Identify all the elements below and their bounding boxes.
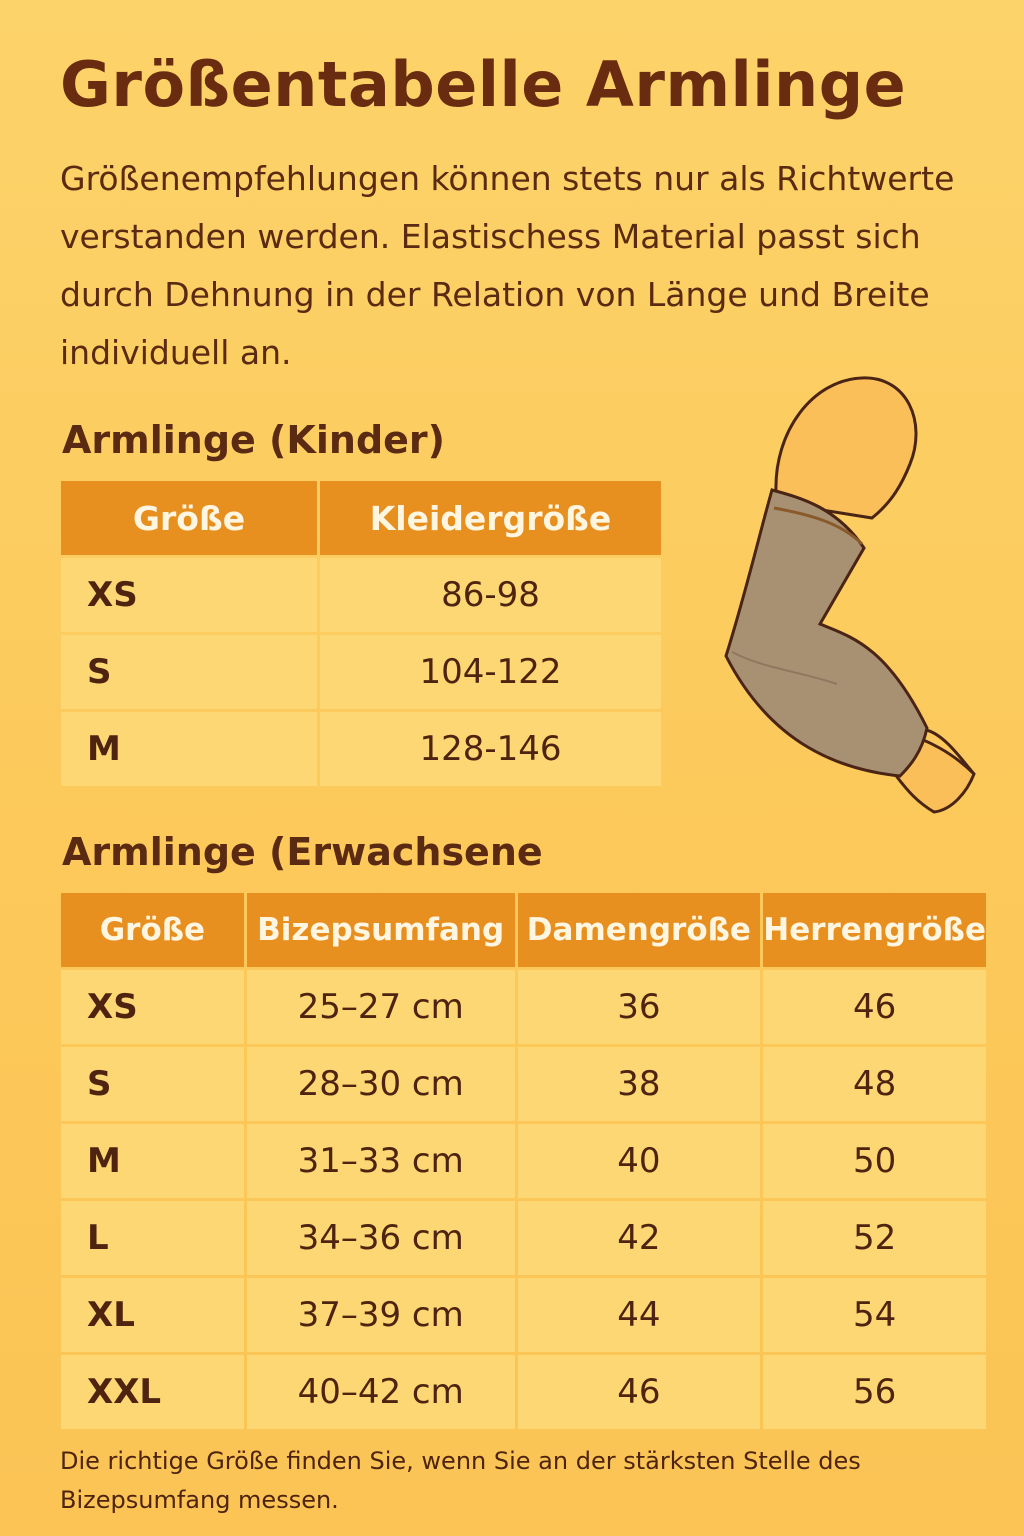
size-cell: S <box>61 635 317 709</box>
biceps-cell: 40–42 cm <box>247 1355 515 1429</box>
table-row <box>61 1047 986 1121</box>
kids-section-title: Armlinge (Kinder) <box>62 418 446 462</box>
women-size-cell: 46 <box>518 1355 761 1429</box>
clothing-size-cell: 128-146 <box>320 712 661 786</box>
women-size-cell: 36 <box>518 970 761 1044</box>
footnote: Die richtige Größe finden Sie, wenn Sie an der stärksten Stelle des Bizepsumfang messen. <box>60 1447 861 1514</box>
intro-text: Größenempfehlungen können stets nur als Richtwerte verstanden werden. Elastischess Material passt sich durch Dehnung in der Relation von Länge und Breite individuell an. <box>60 159 955 372</box>
table-row <box>61 558 661 632</box>
table-header-row <box>61 481 661 555</box>
size-cell: XS <box>61 970 244 1044</box>
women-size-cell: 40 <box>518 1124 761 1198</box>
table-row <box>61 970 986 1044</box>
women-size-cell: 42 <box>518 1201 761 1275</box>
size-cell: L <box>61 1201 244 1275</box>
clothing-size-cell: 104-122 <box>320 635 661 709</box>
size-cell: XXL <box>61 1355 244 1429</box>
men-size-cell: 54 <box>763 1278 986 1352</box>
column-header-bizepsumfang: Bizepsumfang <box>247 893 515 967</box>
arm-sleeve-icon <box>712 372 982 822</box>
table-row <box>61 1278 986 1352</box>
column-header-groesse: Größe <box>61 481 317 555</box>
size-cell: XL <box>61 1278 244 1352</box>
clothing-size-cell: 86-98 <box>320 558 661 632</box>
size-cell: M <box>61 712 317 786</box>
women-size-cell: 44 <box>518 1278 761 1352</box>
adults-size-table <box>58 890 989 1432</box>
men-size-cell: 48 <box>763 1047 986 1121</box>
table-row <box>61 712 661 786</box>
biceps-cell: 37–39 cm <box>247 1278 515 1352</box>
biceps-cell: 34–36 cm <box>247 1201 515 1275</box>
size-cell: XS <box>61 558 317 632</box>
page-title: Größentabelle Armlinge <box>60 48 907 121</box>
column-header-groesse: Größe <box>61 893 244 967</box>
table-row <box>61 635 661 709</box>
column-header-herrengroesse: Herrengröße <box>763 893 986 967</box>
size-cell: M <box>61 1124 244 1198</box>
biceps-cell: 31–33 cm <box>247 1124 515 1198</box>
table-row <box>61 1355 986 1429</box>
biceps-cell: 25–27 cm <box>247 970 515 1044</box>
men-size-cell: 50 <box>763 1124 986 1198</box>
size-cell: S <box>61 1047 244 1121</box>
column-header-damengroesse: Damengröße <box>518 893 761 967</box>
table-row <box>61 1201 986 1275</box>
men-size-cell: 56 <box>763 1355 986 1429</box>
kids-size-table <box>58 478 664 789</box>
table-row <box>61 1124 986 1198</box>
men-size-cell: 46 <box>763 970 986 1044</box>
table-header-row <box>61 893 986 967</box>
biceps-cell: 28–30 cm <box>247 1047 515 1121</box>
women-size-cell: 38 <box>518 1047 761 1121</box>
column-header-kleidergroesse: Kleidergröße <box>320 481 661 555</box>
adults-section-title: Armlinge (Erwachsene <box>62 830 543 874</box>
men-size-cell: 52 <box>763 1201 986 1275</box>
